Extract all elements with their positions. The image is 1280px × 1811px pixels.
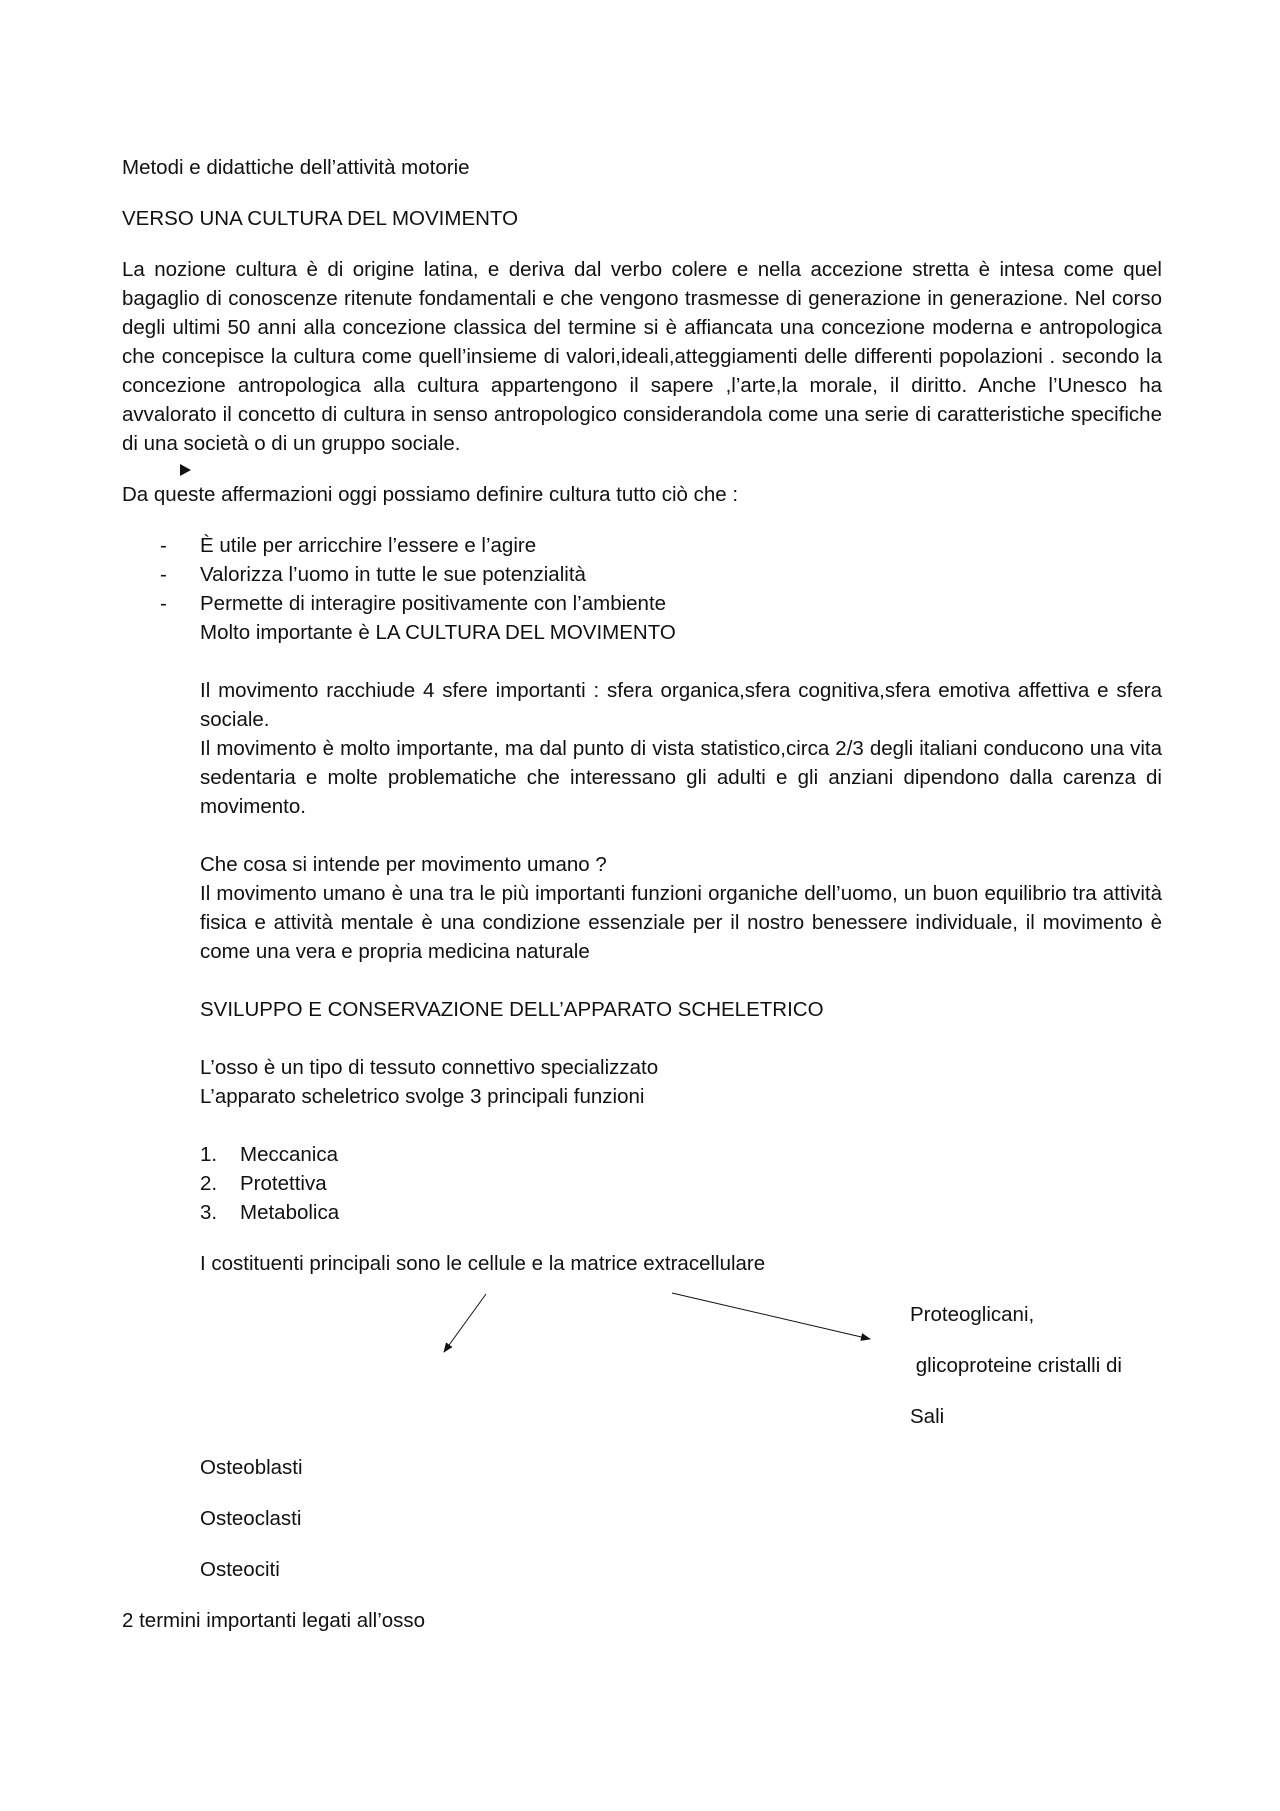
cell-type: Osteociti <box>200 1558 280 1581</box>
answer-paragraph: Il movimento umano è una tra le più importanti funzioni organiche dell’uomo, un buon equilibrio tra attività fisica e attività mentale è una condizione essenziale per il nostro benessere individuale, il movimento è come una vera e propria medicina naturale <box>200 882 1162 963</box>
importance-line: Molto importante è LA CULTURA DEL MOVIMENTO <box>200 621 676 644</box>
cell-type: Osteoclasti <box>200 1507 302 1530</box>
section-heading: VERSO UNA CULTURA DEL MOVIMENTO <box>122 207 519 230</box>
constituents-line: I costituenti principali sono le cellule e la matrice extracellulare <box>200 1252 766 1275</box>
matrix-item: glicoproteine cristalli di <box>910 1354 1122 1377</box>
bullet-marker: - <box>160 592 167 615</box>
arrow-to-matrix <box>672 1293 870 1339</box>
bullet-marker: - <box>160 534 167 557</box>
section-heading: SVILUPPO E CONSERVAZIONE DELL’APPARATO SCHELETRICO <box>200 998 824 1021</box>
definition-intro: Da queste affermazioni oggi possiamo definire cultura tutto ciò che : <box>122 483 739 506</box>
arrow-to-cells <box>444 1294 486 1352</box>
document-title: Metodi e didattiche dell’attività motorie <box>122 156 470 179</box>
intro-paragraph: La nozione cultura è di origine latina, e deriva dal verbo colere e nella accezione stretta è intesa come quel bagaglio di conoscenze ritenute fondamentali e che vengono trasmesse di generazione in generazione. Nel corso degli ultimi 50 anni alla concezione classica del termine si è affiancata una concezione moderna e antropologica che concepisce la cultura come quell’insieme di valori,ideali,atteggiamenti delle differenti popolazioni . secondo la concezione antropologica alla cultura appartengono il sapere ,l’arte,la morale, il diritto. Anche l’Unesco ha avvalorato il concetto di cultura in senso antropologico considerandola come una serie di caratteristiche specifiche di una società o di un gruppo sociale. <box>122 258 1162 455</box>
bullet-marker: - <box>160 563 167 586</box>
list-number: 3. <box>200 1201 218 1224</box>
list-number: 1. <box>200 1143 218 1166</box>
sedentary-paragraph: Il movimento è molto importante, ma dal punto di vista statistico,circa 2/3 degli italiani conducono una vita sedentaria e molte problematiche che interessano gli adulti e gli anziani dipendono dalla carenza di movimento. <box>200 737 1162 818</box>
list-item: Valorizza l’uomo in tutte le sue potenzialità <box>200 563 586 586</box>
list-item: Permette di interagire positivamente con l’ambiente <box>200 592 667 615</box>
closing-line: 2 termini importanti legati all’osso <box>122 1609 426 1632</box>
list-number: 2. <box>200 1172 218 1195</box>
matrix-item: Proteoglicani, <box>910 1303 1035 1326</box>
spheres-paragraph: Il movimento racchiude 4 sfere importanti : sfera organica,sfera cognitiva,sfera emotiva affettiva e sfera sociale. <box>200 679 1162 731</box>
list-item: È utile per arricchire l’essere e l’agire <box>200 534 537 557</box>
matrix-item: Sali <box>910 1405 945 1428</box>
bone-line: L’apparato scheletrico svolge 3 principali funzioni <box>200 1085 645 1108</box>
list-item: Protettiva <box>240 1172 327 1195</box>
cell-type: Osteoblasti <box>200 1456 303 1479</box>
list-item: Metabolica <box>240 1201 340 1224</box>
question-line: Che cosa si intende per movimento umano ? <box>200 853 607 876</box>
list-item: Meccanica <box>240 1143 338 1166</box>
bone-line: L’osso è un tipo di tessuto connettivo specializzato <box>200 1056 659 1079</box>
